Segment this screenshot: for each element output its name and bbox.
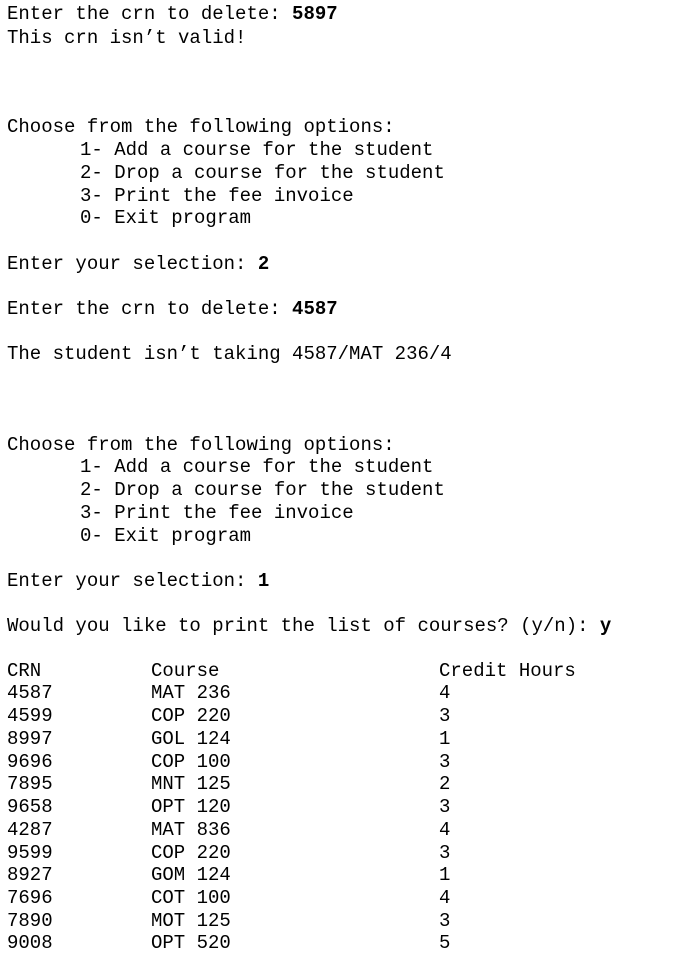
print-list-line — [7, 615, 611, 637]
selection-input-value: 1 — [257, 570, 270, 592]
course-cell: MAT 836 — [151, 819, 231, 841]
credit-hours-column-header: Credit Hours — [439, 660, 576, 682]
credit-hours-cell: 2 — [439, 773, 451, 795]
course-cell: GOL 124 — [151, 728, 231, 750]
selection-line-1 — [7, 253, 269, 275]
table-row — [0, 705, 678, 727]
course-cell: COT 100 — [151, 887, 231, 909]
course-table-header — [0, 660, 678, 682]
delete-input-value: 5897 — [292, 3, 338, 25]
credit-hours-cell: 4 — [439, 682, 451, 704]
invalid-crn-message: This crn isn’t valid! — [7, 27, 247, 49]
table-row — [0, 796, 678, 818]
table-row — [0, 819, 678, 841]
menu-option-add: 1- Add a course for the student — [80, 456, 434, 478]
delete-input-value: 4587 — [292, 298, 338, 320]
table-row — [0, 910, 678, 932]
crn-cell: 4587 — [7, 682, 53, 704]
course-cell: OPT 120 — [151, 796, 231, 818]
crn-cell: 9658 — [7, 796, 53, 818]
course-cell: MAT 236 — [151, 682, 231, 704]
table-row — [0, 728, 678, 750]
table-row — [0, 932, 678, 954]
credit-hours-cell: 4 — [439, 819, 451, 841]
menu-header: Choose from the following options: — [7, 116, 395, 138]
delete-prompt: Enter the crn to delete: — [7, 3, 293, 25]
menu-header: Choose from the following options: — [7, 434, 395, 456]
table-row — [0, 682, 678, 704]
crn-cell: 8927 — [7, 864, 53, 886]
selection-prompt: Enter your selection: — [7, 253, 258, 275]
course-cell: GOM 124 — [151, 864, 231, 886]
menu-option-drop: 2- Drop a course for the student — [80, 479, 445, 501]
crn-cell: 7895 — [7, 773, 53, 795]
menu-option-print: 3- Print the fee invoice — [80, 502, 354, 524]
menu-option-exit: 0- Exit program — [80, 207, 252, 229]
crn-cell: 8997 — [7, 728, 53, 750]
course-cell: MOT 125 — [151, 910, 231, 932]
crn-cell: 4599 — [7, 705, 53, 727]
delete-prompt-line-2 — [7, 298, 338, 320]
table-row — [0, 842, 678, 864]
credit-hours-cell: 5 — [439, 932, 451, 954]
credit-hours-cell: 3 — [439, 796, 451, 818]
credit-hours-cell: 3 — [439, 842, 451, 864]
credit-hours-cell: 3 — [439, 910, 451, 932]
menu-option-print: 3- Print the fee invoice — [80, 185, 354, 207]
credit-hours-cell: 1 — [439, 864, 451, 886]
crn-cell: 9696 — [7, 751, 53, 773]
crn-cell: 7890 — [7, 910, 53, 932]
not-taking-message: The student isn’t taking 4587/MAT 236/4 — [7, 343, 452, 365]
print-list-input-value: y — [599, 615, 612, 637]
course-cell: COP 100 — [151, 751, 231, 773]
crn-cell: 9008 — [7, 932, 53, 954]
credit-hours-cell: 3 — [439, 751, 451, 773]
crn-column-header: CRN — [7, 660, 42, 682]
table-row — [0, 773, 678, 795]
print-list-prompt: Would you like to print the list of courses? (y/n): — [7, 615, 600, 637]
course-cell: COP 220 — [151, 842, 231, 864]
menu-option-add: 1- Add a course for the student — [80, 139, 434, 161]
table-row — [0, 751, 678, 773]
crn-cell: 7696 — [7, 887, 53, 909]
menu-option-drop: 2- Drop a course for the student — [80, 162, 445, 184]
selection-line-2 — [7, 570, 269, 592]
credit-hours-cell: 4 — [439, 887, 451, 909]
course-cell: OPT 520 — [151, 932, 231, 954]
selection-input-value: 2 — [257, 253, 270, 275]
table-row — [0, 864, 678, 886]
selection-prompt: Enter your selection: — [7, 570, 258, 592]
course-cell: MNT 125 — [151, 773, 231, 795]
credit-hours-cell: 3 — [439, 705, 451, 727]
crn-cell: 4287 — [7, 819, 53, 841]
delete-prompt-line-1 — [7, 3, 338, 25]
course-column-header: Course — [151, 660, 220, 682]
menu-option-exit: 0- Exit program — [80, 525, 252, 547]
credit-hours-cell: 1 — [439, 728, 451, 750]
course-cell: COP 220 — [151, 705, 231, 727]
crn-cell: 9599 — [7, 842, 53, 864]
delete-prompt: Enter the crn to delete: — [7, 298, 293, 320]
table-row — [0, 887, 678, 909]
